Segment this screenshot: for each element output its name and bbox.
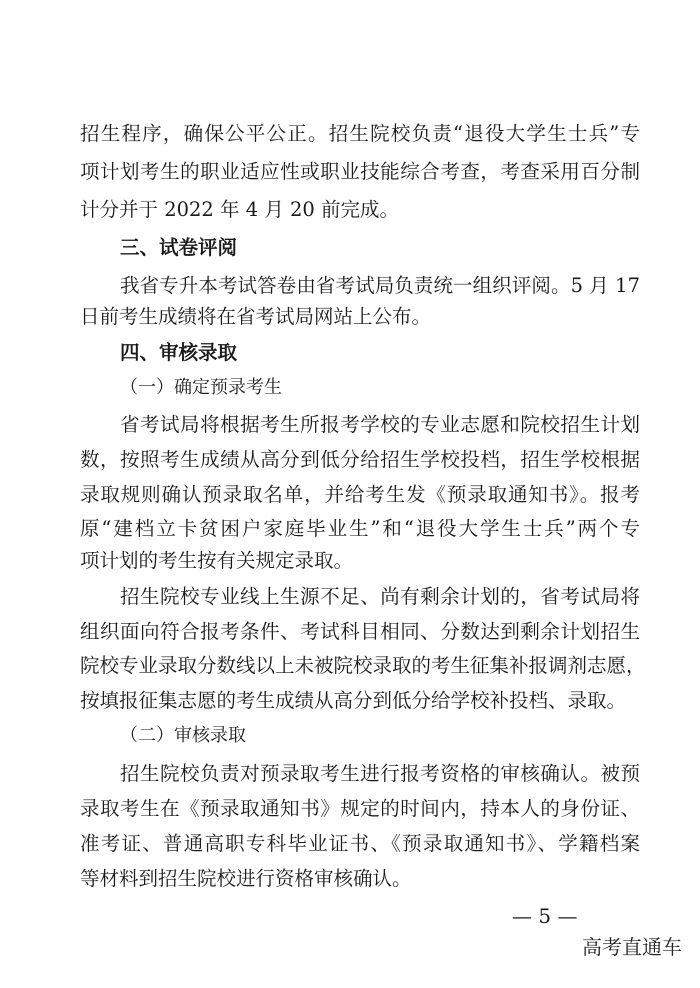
text-line: 省考试局将根据考生所报考学校的专业志愿和院校招生计划 xyxy=(120,413,640,436)
text-line: 项计划考生的职业适应性或职业技能综合考查，考查采用百分制 xyxy=(80,160,640,183)
text-line: 院校专业录取分数线以上未被院校录取的考生征集补报调剂志愿， xyxy=(80,654,646,677)
section-heading: 四、审核录取 xyxy=(120,341,238,364)
text-line: 准考证、普通高职专科毕业证书、《预录取通知书》、学籍档案 xyxy=(80,832,640,855)
text-line: 我省专升本考试答卷由省考试局负责统一组织评阅。5 月 17 xyxy=(120,274,640,297)
text-line: 录取考生在《预录取通知书》规定的时间内，持本人的身份证、 xyxy=(80,797,640,820)
text-line: 日前考生成绩将在省考试局网站上公布。 xyxy=(80,305,432,328)
page-number: — 5 — xyxy=(512,904,578,928)
subsection-heading: （二）审核录取 xyxy=(120,725,246,746)
text-line: 按填报征集志愿的考生成绩从高分到低分给学校补投档、录取。 xyxy=(80,689,627,712)
subsection-heading: （一）确定预录考生 xyxy=(120,377,282,398)
section-heading: 三、试卷评阅 xyxy=(120,236,238,259)
text-line: 原“建档立卡贫困户家庭毕业生”和“退役大学生士兵”两个专 xyxy=(80,517,640,540)
text-line: 等材料到招生院校进行资格审核确认。 xyxy=(80,867,412,890)
text-line: 组织面向符合报考条件、考试科目相同、分数达到剩余计划招生 xyxy=(80,620,640,643)
text-line: 计分并于 2022 年 4 月 20 前完成。 xyxy=(80,198,400,221)
text-line: 招生院校专业线上生源不足、尚有剩余计划的，省考试局将 xyxy=(120,585,640,608)
text-line: 录取规则确认预录取名单，并给考生发《预录取通知书》。报考 xyxy=(80,483,640,506)
text-line: 招生程序，确保公平公正。招生院校负责“退役大学生士兵”专 xyxy=(80,122,640,145)
text-line: 项计划的考生按有关规定录取。 xyxy=(80,549,354,572)
text-line: 数，按照考生成绩从高分到低分给招生学校投档，招生学校根据 xyxy=(80,448,640,471)
watermark-text: 高考直通车 xyxy=(582,935,682,959)
text-line: 招生院校负责对预录取考生进行报考资格的审核确认。被预 xyxy=(120,762,640,785)
